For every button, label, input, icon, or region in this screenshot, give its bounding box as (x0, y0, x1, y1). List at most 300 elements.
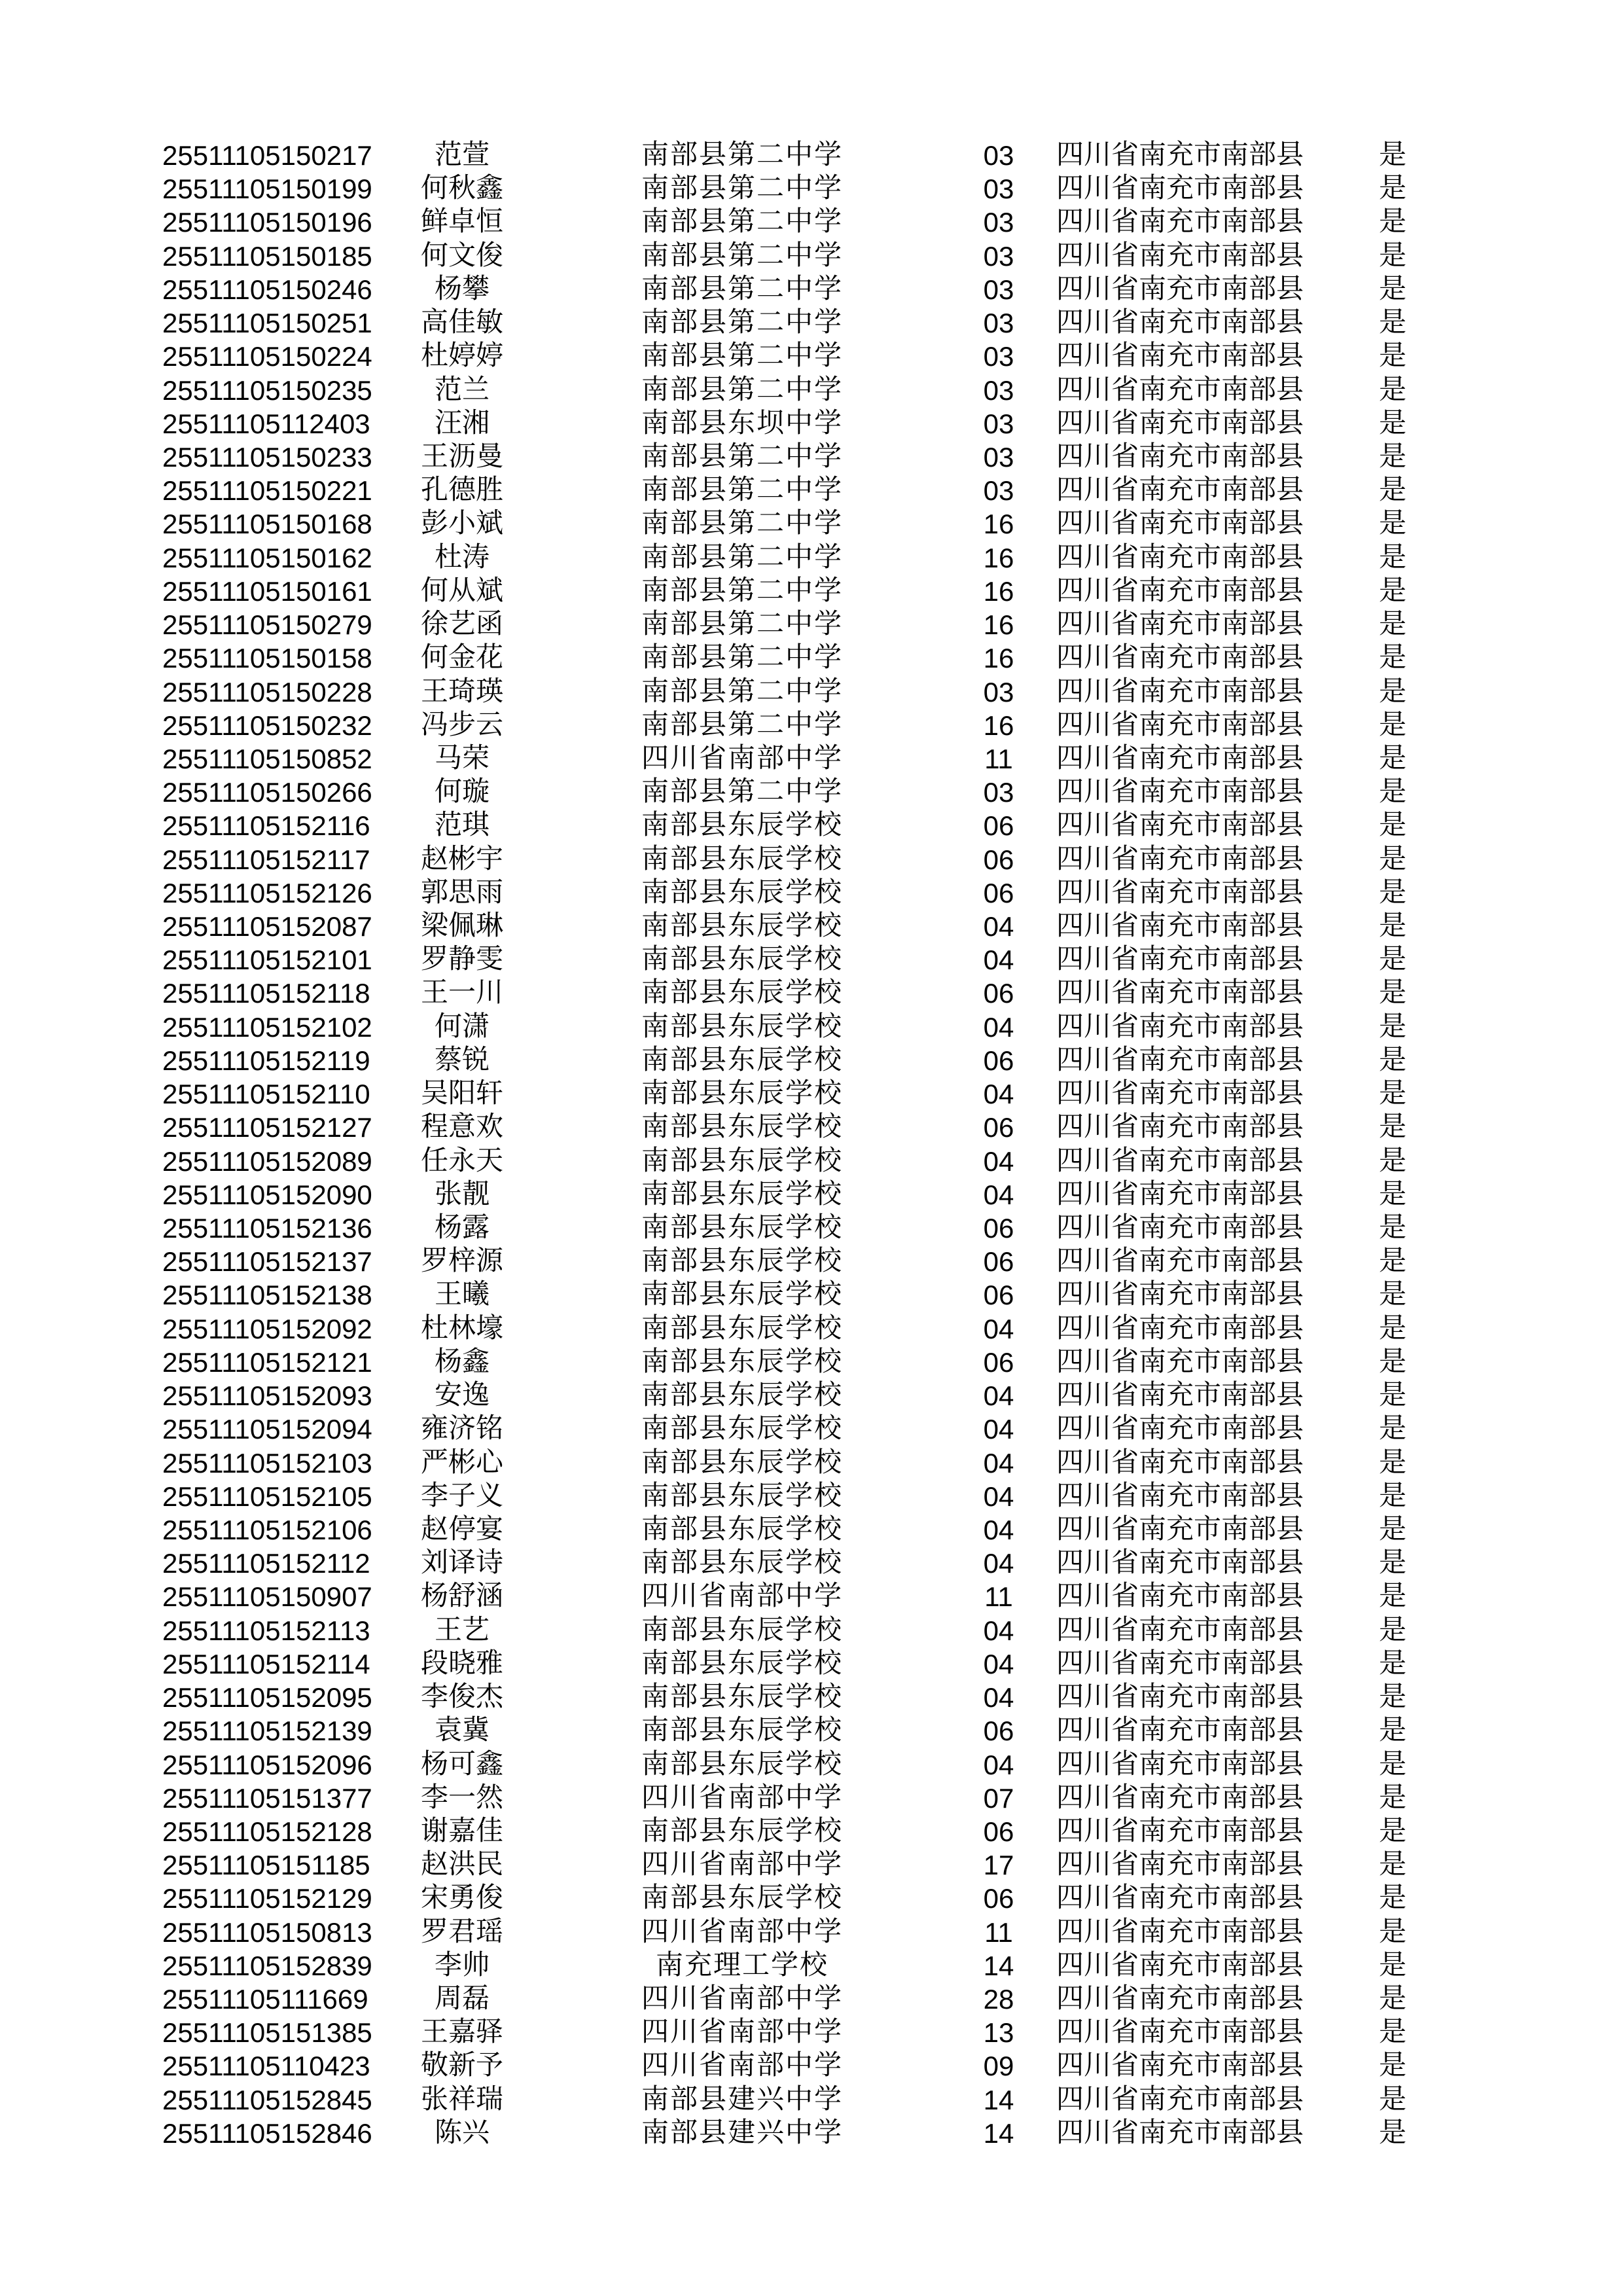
candidate-name-cell: 马荣 (434, 743, 490, 774)
school-cell: 南部县东辰学校 (641, 1615, 843, 1645)
code-cell: 07 (983, 1782, 1014, 1814)
code-cell: 04 (983, 1648, 1014, 1679)
candidate-id-cell: 25511105152096 (162, 1749, 372, 1780)
confirm-flag-cell: 是 (1378, 1246, 1406, 1277)
candidate-id-cell: 25511105152117 (162, 844, 370, 875)
confirm-flag-cell: 是 (1378, 140, 1406, 170)
candidate-name-cell: 周磊 (434, 1984, 490, 2015)
table-row (162, 1513, 1623, 1547)
region-cell: 四川省南充市南部县 (1056, 1850, 1304, 1880)
confirm-flag-cell: 是 (1378, 1883, 1406, 1914)
school-cell: 南部县东辰学校 (641, 1514, 843, 1545)
candidate-name-cell: 汪湘 (434, 408, 490, 439)
code-cell: 06 (983, 1045, 1014, 1076)
region-cell: 四川省南充市南部县 (1056, 1984, 1304, 2015)
table-row (162, 340, 1623, 373)
school-cell: 南部县东辰学校 (641, 1380, 843, 1411)
school-cell: 南部县东辰学校 (641, 1346, 843, 1377)
table-row (162, 1714, 1623, 1748)
code-cell: 06 (983, 1715, 1014, 1747)
code-cell: 03 (983, 207, 1014, 238)
school-cell: 四川省南部中学 (641, 1916, 843, 1947)
region-cell: 四川省南充市南部县 (1056, 1648, 1304, 1679)
school-cell: 南部县东辰学校 (641, 1447, 843, 1478)
school-cell: 南部县第二中学 (641, 676, 843, 707)
region-cell: 四川省南充市南部县 (1056, 676, 1304, 707)
code-cell: 06 (983, 978, 1014, 1009)
table-row (162, 1982, 1623, 2016)
code-cell: 03 (983, 240, 1014, 272)
table-row (162, 1614, 1623, 1647)
school-cell: 南充理工学校 (655, 1950, 829, 1981)
confirm-flag-cell: 是 (1378, 1715, 1406, 1746)
table-row (162, 1346, 1623, 1379)
confirm-flag-cell: 是 (1378, 1145, 1406, 1176)
table-row (162, 273, 1623, 306)
candidate-name-cell: 王一川 (420, 978, 503, 1009)
confirm-flag-cell: 是 (1378, 1179, 1406, 1210)
candidate-id-cell: 25511105152094 (162, 1414, 372, 1445)
school-cell: 南部县东辰学校 (641, 911, 843, 942)
candidate-id-cell: 25511105152110 (162, 1079, 370, 1110)
candidate-name-cell: 张祥瑞 (420, 2084, 503, 2115)
region-cell: 四川省南充市南部县 (1056, 2117, 1304, 2148)
candidate-name-cell: 鲜卓恒 (420, 207, 503, 238)
code-cell: 03 (983, 676, 1014, 708)
candidate-id-cell: 25511105152126 (162, 877, 372, 908)
confirm-flag-cell: 是 (1378, 1313, 1406, 1344)
candidate-name-cell: 杨露 (434, 1213, 490, 1243)
table-row (162, 2049, 1623, 2083)
confirm-flag-cell: 是 (1378, 1749, 1406, 1780)
school-cell: 南部县东辰学校 (641, 1179, 843, 1210)
candidate-name-cell: 何潇 (434, 1011, 490, 1042)
table-row (162, 608, 1623, 641)
candidate-id-cell: 25511105150221 (162, 475, 372, 507)
candidate-name-cell: 罗君瑶 (420, 1916, 503, 1947)
region-cell: 四川省南充市南部县 (1056, 1380, 1304, 1411)
code-cell: 11 (984, 1581, 1013, 1613)
school-cell: 南部县东辰学校 (641, 1011, 843, 1042)
candidate-name-cell: 李一然 (420, 1782, 503, 1813)
candidate-name-cell: 杨可鑫 (420, 1749, 503, 1780)
code-cell: 06 (983, 1280, 1014, 1311)
candidate-id-cell: 25511105152121 (162, 1346, 372, 1378)
table-row (162, 2083, 1623, 2117)
candidate-name-cell: 赵停宴 (420, 1514, 503, 1545)
candidate-name-cell: 徐艺函 (420, 609, 503, 640)
region-cell: 四川省南充市南部县 (1056, 441, 1304, 472)
candidate-name-cell: 罗梓源 (420, 1246, 503, 1277)
confirm-flag-cell: 是 (1378, 1414, 1406, 1444)
confirm-flag-cell: 是 (1378, 308, 1406, 338)
code-cell: 04 (983, 1179, 1014, 1210)
confirm-flag-cell: 是 (1378, 1548, 1406, 1579)
confirm-flag-cell: 是 (1378, 609, 1406, 640)
candidate-id-cell: 25511105152106 (162, 1514, 372, 1545)
table-row (162, 1211, 1623, 1245)
candidate-id-cell: 25511105152105 (162, 1480, 372, 1512)
candidate-id-cell: 25511105152090 (162, 1179, 372, 1210)
candidate-name-cell: 吴阳轩 (420, 1079, 503, 1109)
region-cell: 四川省南充市南部县 (1056, 341, 1304, 372)
region-cell: 四川省南充市南部县 (1056, 140, 1304, 170)
table-row (162, 1178, 1623, 1211)
table-row (162, 1446, 1623, 1480)
school-cell: 南部县第二中学 (641, 575, 843, 606)
code-cell: 13 (983, 2017, 1014, 2049)
school-cell: 南部县东辰学校 (641, 1682, 843, 1713)
region-cell: 四川省南充市南部县 (1056, 475, 1304, 506)
confirm-flag-cell: 是 (1378, 1816, 1406, 1846)
candidate-name-cell: 陈兴 (434, 2117, 490, 2148)
table-row (162, 1245, 1623, 1278)
table-row (162, 776, 1623, 809)
confirm-flag-cell: 是 (1378, 441, 1406, 472)
confirm-flag-cell: 是 (1378, 1079, 1406, 1109)
candidate-name-cell: 赵洪民 (420, 1850, 503, 1880)
table-row (162, 2117, 1623, 2150)
candidate-name-cell: 杨舒涵 (420, 1581, 503, 1612)
school-cell: 南部县东辰学校 (641, 877, 843, 908)
region-cell: 四川省南充市南部县 (1056, 1179, 1304, 1210)
candidate-id-cell: 25511105152138 (162, 1280, 372, 1311)
candidate-id-cell: 25511105152118 (162, 978, 370, 1009)
confirm-flag-cell: 是 (1378, 944, 1406, 975)
candidate-id-cell: 25511105112403 (162, 408, 370, 439)
table-row (162, 306, 1623, 340)
confirm-flag-cell: 是 (1378, 274, 1406, 304)
table-row (162, 575, 1623, 608)
candidate-id-cell: 25511105152127 (162, 1112, 372, 1143)
candidate-id-cell: 25511105150233 (162, 441, 372, 473)
code-cell: 06 (983, 877, 1014, 908)
confirm-flag-cell: 是 (1378, 1984, 1406, 2015)
candidate-id-cell: 25511105152139 (162, 1715, 372, 1747)
region-cell: 四川省南充市南部县 (1056, 2051, 1304, 2081)
candidate-id-cell: 25511105152089 (162, 1145, 372, 1177)
code-cell: 06 (983, 1213, 1014, 1244)
candidate-id-cell: 25511105152101 (162, 944, 372, 976)
table-row (162, 407, 1623, 440)
region-cell: 四川省南充市南部县 (1056, 844, 1304, 874)
candidate-id-cell: 25511105152113 (162, 1615, 370, 1646)
code-cell: 04 (983, 1480, 1014, 1512)
candidate-id-cell: 25511105111669 (162, 1984, 368, 2015)
region-cell: 四川省南充市南部县 (1056, 274, 1304, 304)
candidate-id-cell: 25511105152137 (162, 1246, 372, 1278)
table-row (162, 1848, 1623, 1882)
code-cell: 03 (983, 140, 1014, 171)
school-cell: 南部县东辰学校 (641, 1414, 843, 1444)
confirm-flag-cell: 是 (1378, 1213, 1406, 1243)
region-cell: 四川省南充市南部县 (1056, 207, 1304, 238)
region-cell: 四川省南充市南部县 (1056, 2017, 1304, 2048)
candidate-name-cell: 谢嘉佳 (420, 1816, 503, 1846)
confirm-flag-cell: 是 (1378, 2084, 1406, 2115)
table-row (162, 709, 1623, 742)
confirm-flag-cell: 是 (1378, 173, 1406, 204)
table-row (162, 876, 1623, 910)
region-cell: 四川省南充市南部县 (1056, 877, 1304, 908)
candidate-name-cell: 何璇 (434, 777, 490, 808)
candidate-id-cell: 25511105150161 (162, 575, 372, 607)
confirm-flag-cell: 是 (1378, 1648, 1406, 1679)
region-cell: 四川省南充市南部县 (1056, 308, 1304, 338)
candidate-id-cell: 25511105150217 (162, 140, 372, 171)
confirm-flag-cell: 是 (1378, 374, 1406, 405)
code-cell: 04 (983, 944, 1014, 976)
region-cell: 四川省南充市南部县 (1056, 810, 1304, 841)
region-cell: 四川省南充市南部县 (1056, 944, 1304, 975)
code-cell: 04 (983, 1548, 1014, 1579)
school-cell: 南部县东辰学校 (641, 1246, 843, 1277)
code-cell: 04 (983, 1145, 1014, 1177)
confirm-flag-cell: 是 (1378, 1380, 1406, 1411)
table-row (162, 843, 1623, 876)
candidate-name-cell: 梁佩琳 (420, 911, 503, 942)
code-cell: 04 (983, 1749, 1014, 1780)
region-cell: 四川省南充市南部县 (1056, 1715, 1304, 1746)
school-cell: 南部县东辰学校 (641, 1079, 843, 1109)
confirm-flag-cell: 是 (1378, 844, 1406, 874)
region-cell: 四川省南充市南部县 (1056, 1682, 1304, 1713)
code-cell: 16 (983, 643, 1014, 674)
candidate-id-cell: 25511105152116 (162, 810, 370, 842)
confirm-flag-cell: 是 (1378, 1850, 1406, 1880)
candidate-name-cell: 雍济铭 (420, 1414, 503, 1444)
candidate-id-cell: 25511105150813 (162, 1916, 372, 1948)
code-cell: 04 (983, 911, 1014, 942)
region-cell: 四川省南充市南部县 (1056, 1246, 1304, 1277)
candidate-id-cell: 25511105152102 (162, 1011, 372, 1043)
confirm-flag-cell: 是 (1378, 408, 1406, 439)
candidate-id-cell: 25511105151377 (162, 1782, 372, 1814)
candidate-id-cell: 25511105150228 (162, 676, 372, 708)
school-cell: 南部县东辰学校 (641, 1715, 843, 1746)
code-cell: 06 (983, 1816, 1014, 1847)
candidate-name-cell: 袁冀 (434, 1715, 490, 1746)
school-cell: 四川省南部中学 (641, 1850, 843, 1880)
confirm-flag-cell: 是 (1378, 509, 1406, 539)
school-cell: 四川省南部中学 (641, 1984, 843, 2015)
candidate-id-cell: 25511105152129 (162, 1883, 372, 1914)
school-cell: 南部县东辰学校 (641, 1280, 843, 1310)
code-cell: 03 (983, 173, 1014, 205)
region-cell: 四川省南充市南部县 (1056, 1816, 1304, 1846)
candidate-name-cell: 王艺 (434, 1615, 490, 1645)
candidate-name-cell: 范兰 (434, 374, 490, 405)
school-cell: 南部县第二中学 (641, 374, 843, 405)
school-cell: 南部县东辰学校 (641, 978, 843, 1009)
candidate-id-cell: 25511105152114 (162, 1648, 370, 1679)
confirm-flag-cell: 是 (1378, 743, 1406, 774)
confirm-flag-cell: 是 (1378, 1581, 1406, 1612)
confirm-flag-cell: 是 (1378, 1447, 1406, 1478)
school-cell: 南部县第二中学 (641, 609, 843, 640)
confirm-flag-cell: 是 (1378, 1011, 1406, 1042)
table-row (162, 1077, 1623, 1111)
school-cell: 南部县东辰学校 (641, 1480, 843, 1511)
candidate-name-cell: 段晓雅 (420, 1648, 503, 1679)
region-cell: 四川省南充市南部县 (1056, 575, 1304, 606)
candidate-id-cell: 25511105152092 (162, 1313, 372, 1344)
school-cell: 南部县东辰学校 (641, 1548, 843, 1579)
table-row (162, 1580, 1623, 1613)
school-cell: 南部县东辰学校 (641, 810, 843, 841)
candidate-name-cell: 何文俊 (420, 240, 503, 271)
confirm-flag-cell: 是 (1378, 709, 1406, 740)
region-cell: 四川省南充市南部县 (1056, 643, 1304, 673)
candidate-id-cell: 25511105150235 (162, 374, 372, 406)
candidate-name-cell: 孔德胜 (420, 475, 503, 506)
confirm-flag-cell: 是 (1378, 676, 1406, 707)
candidate-id-cell: 25511105151185 (162, 1850, 370, 1881)
school-cell: 四川省南部中学 (641, 1782, 843, 1813)
candidate-id-cell: 25511105150852 (162, 743, 372, 774)
confirm-flag-cell: 是 (1378, 1280, 1406, 1310)
school-cell: 南部县建兴中学 (641, 2084, 843, 2115)
code-cell: 04 (983, 1414, 1014, 1445)
table-row (162, 1782, 1623, 1815)
region-cell: 四川省南充市南部县 (1056, 1916, 1304, 1947)
region-cell: 四川省南充市南部县 (1056, 1414, 1304, 1444)
school-cell: 四川省南部中学 (641, 2051, 843, 2081)
candidate-id-cell: 25511105152087 (162, 911, 372, 942)
region-cell: 四川省南充市南部县 (1056, 1145, 1304, 1176)
table-row (162, 977, 1623, 1010)
confirm-flag-cell: 是 (1378, 1615, 1406, 1645)
candidate-name-cell: 王沥曼 (420, 441, 503, 472)
candidate-name-cell: 安逸 (434, 1380, 490, 1411)
candidate-id-cell: 25511105152845 (162, 2084, 372, 2115)
candidate-name-cell: 张靓 (434, 1179, 490, 1210)
table-row (162, 440, 1623, 474)
region-cell: 四川省南充市南部县 (1056, 1045, 1304, 1075)
region-cell: 四川省南充市南部县 (1056, 509, 1304, 539)
code-cell: 04 (983, 1514, 1014, 1545)
code-cell: 03 (983, 341, 1014, 372)
candidate-name-cell: 何从斌 (420, 575, 503, 606)
code-cell: 14 (983, 2117, 1014, 2149)
school-cell: 南部县建兴中学 (641, 2117, 843, 2148)
table-row (162, 206, 1623, 239)
region-cell: 四川省南充市南部县 (1056, 1615, 1304, 1645)
candidate-name-cell: 杜林壕 (420, 1313, 503, 1344)
roster-rows (0, 139, 1623, 2150)
candidate-id-cell: 25511105150185 (162, 240, 372, 272)
table-row (162, 1681, 1623, 1714)
region-cell: 四川省南充市南部县 (1056, 2084, 1304, 2115)
table-row (162, 240, 1623, 273)
school-cell: 南部县第二中学 (641, 207, 843, 238)
region-cell: 四川省南充市南部县 (1056, 240, 1304, 271)
candidate-id-cell: 25511105152839 (162, 1950, 372, 1981)
candidate-id-cell: 25511105152093 (162, 1380, 372, 1412)
region-cell: 四川省南充市南部县 (1056, 1480, 1304, 1511)
region-cell: 四川省南充市南部县 (1056, 1447, 1304, 1478)
confirm-flag-cell: 是 (1378, 475, 1406, 506)
code-cell: 06 (983, 1346, 1014, 1378)
candidate-name-cell: 赵彬宇 (420, 844, 503, 874)
candidate-name-cell: 李帅 (434, 1950, 490, 1981)
candidate-name-cell: 高佳敏 (420, 308, 503, 338)
confirm-flag-cell: 是 (1378, 341, 1406, 372)
confirm-flag-cell: 是 (1378, 1514, 1406, 1545)
table-row (162, 541, 1623, 575)
candidate-id-cell: 25511105150196 (162, 207, 372, 238)
school-cell: 南部县第二中学 (641, 643, 843, 673)
school-cell: 南部县东辰学校 (641, 944, 843, 975)
candidate-id-cell: 25511105150279 (162, 609, 372, 641)
confirm-flag-cell: 是 (1378, 877, 1406, 908)
school-cell: 四川省南部中学 (641, 743, 843, 774)
candidate-name-cell: 宋勇俊 (420, 1883, 503, 1914)
candidate-name-cell: 严彬心 (420, 1447, 503, 1478)
confirm-flag-cell: 是 (1378, 1480, 1406, 1511)
code-cell: 04 (983, 1380, 1014, 1412)
region-cell: 四川省南充市南部县 (1056, 374, 1304, 405)
table-row (162, 374, 1623, 407)
code-cell: 14 (983, 1950, 1014, 1981)
school-cell: 南部县第二中学 (641, 173, 843, 204)
table-row (162, 2016, 1623, 2049)
school-cell: 南部县第二中学 (641, 542, 843, 573)
region-cell: 四川省南充市南部县 (1056, 1581, 1304, 1612)
candidate-name-cell: 何秋鑫 (420, 173, 503, 204)
confirm-flag-cell: 是 (1378, 1950, 1406, 1981)
candidate-name-cell: 范琪 (434, 810, 490, 841)
candidate-id-cell: 25511105152112 (162, 1548, 370, 1579)
table-row (162, 1815, 1623, 1848)
candidate-id-cell: 25511105150224 (162, 341, 372, 372)
school-cell: 南部县东辰学校 (641, 1145, 843, 1176)
school-cell: 南部县第二中学 (641, 441, 843, 472)
region-cell: 四川省南充市南部县 (1056, 1112, 1304, 1143)
code-cell: 04 (983, 1447, 1014, 1479)
table-row (162, 641, 1623, 675)
code-cell: 03 (983, 374, 1014, 406)
school-cell: 南部县第二中学 (641, 341, 843, 372)
region-cell: 四川省南充市南部县 (1056, 709, 1304, 740)
code-cell: 17 (983, 1850, 1014, 1881)
confirm-flag-cell: 是 (1378, 643, 1406, 673)
candidate-id-cell: 25511105152119 (162, 1045, 370, 1076)
confirm-flag-cell: 是 (1378, 2017, 1406, 2048)
candidate-name-cell: 郭思雨 (420, 877, 503, 908)
school-cell: 南部县东辰学校 (641, 1648, 843, 1679)
candidate-name-cell: 范萱 (434, 140, 490, 170)
candidate-id-cell: 25511105152095 (162, 1682, 372, 1713)
school-cell: 南部县第二中学 (641, 509, 843, 539)
confirm-flag-cell: 是 (1378, 1916, 1406, 1947)
region-cell: 四川省南充市南部县 (1056, 1011, 1304, 1042)
region-cell: 四川省南充市南部县 (1056, 609, 1304, 640)
region-cell: 四川省南充市南部县 (1056, 1950, 1304, 1981)
table-row (162, 1278, 1623, 1312)
candidate-id-cell: 25511105110423 (162, 2051, 370, 2082)
candidate-name-cell: 冯步云 (420, 709, 503, 740)
region-cell: 四川省南充市南部县 (1056, 1548, 1304, 1579)
code-cell: 03 (983, 274, 1014, 305)
candidate-name-cell: 李俊杰 (420, 1682, 503, 1713)
candidate-id-cell: 25511105150251 (162, 308, 372, 339)
confirm-flag-cell: 是 (1378, 2117, 1406, 2148)
code-cell: 16 (983, 609, 1014, 641)
region-cell: 四川省南充市南部县 (1056, 1280, 1304, 1310)
confirm-flag-cell: 是 (1378, 1045, 1406, 1075)
region-cell: 四川省南充市南部县 (1056, 777, 1304, 808)
